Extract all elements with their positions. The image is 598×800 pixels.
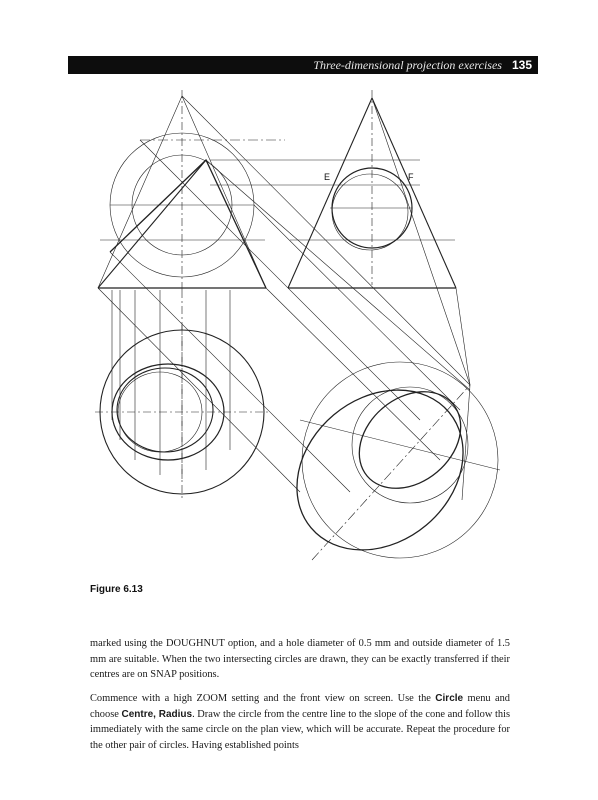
right-cone-front-view [210, 90, 456, 288]
running-header-title: Three-dimensional projection exercises [313, 57, 502, 72]
paragraph-2-bold-circle: Circle [435, 693, 464, 704]
left-plan-view [95, 325, 270, 500]
paragraph-2-part-1: Commence with a high ZOOM setting and the front view on screen. Use the [90, 693, 436, 704]
label-f: F [408, 172, 414, 182]
paragraph-2-part-2: menu and choose [90, 693, 510, 720]
figure-caption: Figure 6.13 [90, 584, 143, 595]
projection-drawing [0, 80, 598, 580]
label-e: E [324, 172, 331, 182]
right-auxiliary-view [265, 357, 500, 580]
running-header [68, 56, 538, 74]
paragraph-2-bold-centre-radius: Centre, Radius [121, 708, 193, 720]
left-cone-front-view [98, 90, 285, 290]
page-number: 135 [511, 58, 532, 72]
body-paragraph-1: marked using the DOUGHNUT option, and a hole diameter of 0.5 mm and outside diameter of 1.5 mm are suitable. When the two intersecting circles are drawn, they can be exactly transferred if their centres are on SNAP positions. [90, 638, 510, 680]
paragraph-2-part-3: . Draw the circle from the centre line to the slope of the cone and follow this immediately with the same circle on the plan view, which will be accurate. Repeat the procedure for the other pair of circles. Having established points [90, 708, 510, 751]
body-paragraph-2 [90, 691, 510, 753]
projection-lines [98, 96, 470, 492]
